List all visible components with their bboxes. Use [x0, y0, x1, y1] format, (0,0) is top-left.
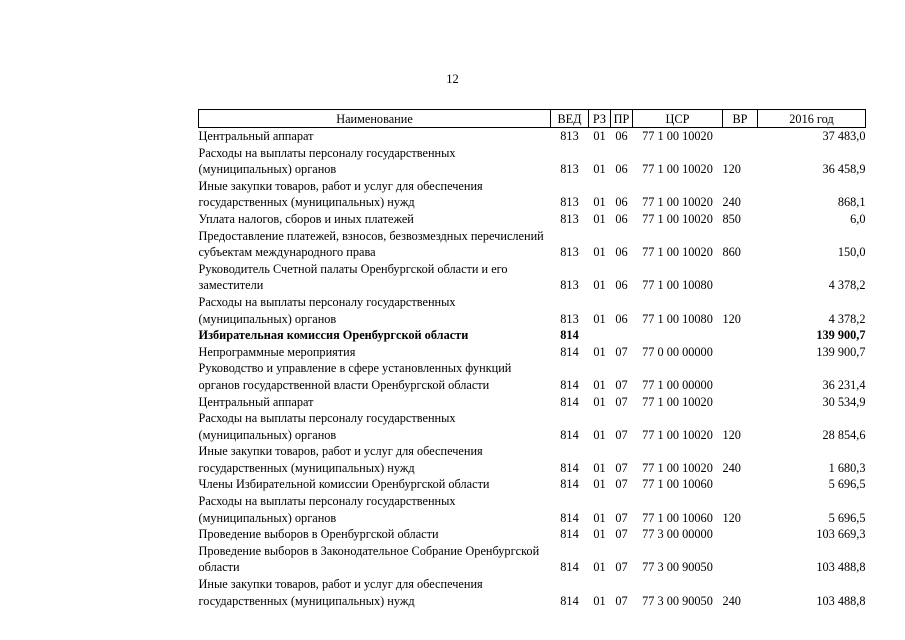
header-amount: 2016 год [758, 110, 866, 128]
table-cell-csr: 77 1 00 10020 [642, 427, 713, 442]
table-cell-amount: 5 696,5 [828, 477, 866, 492]
table-cell-csr: 77 1 00 10020 [642, 129, 713, 143]
table-cell-csr: 77 1 00 10020 [642, 211, 713, 226]
table-cell-vr: 120 [722, 510, 741, 525]
header-csr: ЦСР [633, 110, 723, 128]
table-cell-vr [723, 526, 758, 543]
table-cell-rz: 01 [593, 278, 606, 293]
table-header-row [199, 110, 866, 128]
table-cell-amount: 36 458,9 [822, 162, 866, 177]
table-cell-name: Члены Избирательной комиссии Оренбургской области [198, 477, 490, 492]
table-cell-csr: 77 0 00 00000 [642, 344, 713, 359]
table-cell-amount: 6,0 [850, 211, 866, 226]
table-cell-csr: 77 1 00 10020 [642, 394, 713, 409]
table-cell-ved: 813 [560, 211, 579, 226]
header-ved: ВЕД [551, 110, 589, 128]
table-cell-vr [723, 128, 758, 145]
table-cell-name: Проведение выборов в Оренбургской области [198, 527, 439, 542]
table-cell-amount: 150,0 [837, 245, 866, 260]
table-row [199, 394, 866, 411]
table-cell-rz: 01 [593, 211, 606, 226]
table-cell-name: Расходы на выплаты персоналу государственных (муниципальных) органов [198, 294, 456, 326]
table-cell-name: Расходы на выплаты персоналу государственных (муниципальных) органов [198, 145, 456, 177]
table-cell-name: Центральный аппарат [198, 129, 314, 143]
table-cell-vr [723, 543, 758, 576]
table-cell-name: Непрограммные мероприятия [198, 344, 356, 359]
table-cell-ved: 814 [560, 593, 579, 608]
table-row [199, 476, 866, 493]
table-cell-ved: 813 [560, 195, 579, 210]
table-cell-name: Иные закупки товаров, работ и услуг для обеспечения государственных (муниципальных) нужд [198, 444, 483, 475]
table-cell-vr [723, 261, 758, 294]
table-cell-csr: 77 3 00 90050 [642, 560, 713, 575]
table-cell-vr [723, 476, 758, 493]
header-name: Наименование [199, 110, 551, 128]
table-cell-ved: 814 [560, 510, 579, 525]
table-cell-name: Проведение выборов в Законодательное Собрание Оренбургской области [198, 543, 540, 575]
table-row [199, 576, 866, 609]
table-cell-csr: 77 1 00 10080 [642, 278, 713, 293]
table-cell-csr: 77 3 00 00000 [642, 527, 713, 542]
table-cell-csr: 77 1 00 10020 [642, 162, 713, 177]
table-cell-ved: 814 [560, 460, 579, 475]
table-cell-rz: 01 [593, 527, 606, 542]
table-cell-vr: 120 [722, 311, 741, 326]
table-cell-name: Руководство и управление в сфере установленных функций органов государственной власти Оренбургской области [198, 361, 512, 392]
table-cell-name: Предоставление платежей, взносов, безвозмездных перечислений субъектам международного права [198, 228, 544, 260]
table-cell-amount: 30 534,9 [822, 394, 866, 409]
table-cell-pr: 07 [615, 394, 628, 409]
table-cell-pr: 07 [615, 527, 628, 542]
budget-table [198, 109, 866, 609]
table-cell-vr: 850 [722, 211, 741, 226]
table-cell-pr: 06 [615, 129, 628, 143]
table-cell-ved: 814 [560, 344, 579, 359]
table-cell-ved: 813 [560, 129, 579, 143]
table-cell-name: Уплата налогов, сборов и иных платежей [198, 211, 414, 226]
table-cell-amount: 4 378,2 [828, 311, 866, 326]
table-row [199, 294, 866, 327]
table-cell-csr: 77 1 00 10020 [642, 245, 713, 260]
table-cell-ved: 813 [560, 245, 579, 260]
table-cell-pr: 07 [615, 560, 628, 575]
table-cell-amount: 36 231,4 [822, 377, 866, 392]
table-cell-rz: 01 [593, 394, 606, 409]
table-cell-name: Иные закупки товаров, работ и услуг для обеспечения государственных (муниципальных) нужд [198, 577, 483, 608]
table-cell-rz: 01 [593, 344, 606, 359]
table-cell-pr: 07 [615, 593, 628, 608]
table-row [199, 443, 866, 476]
table-cell-pr [611, 327, 633, 344]
table-cell-ved: 813 [560, 311, 579, 326]
table-cell-vr [723, 344, 758, 361]
table-cell-pr: 07 [615, 460, 628, 475]
table-cell-ved: 813 [560, 162, 579, 177]
table-cell-ved: 813 [560, 278, 579, 293]
table-cell-pr: 06 [615, 245, 628, 260]
table-cell-amount: 139 900,7 [816, 344, 866, 359]
table-cell-rz: 01 [593, 129, 606, 143]
page-number: 12 [446, 72, 459, 86]
table-cell-csr: 77 1 00 10080 [642, 311, 713, 326]
table-cell-rz: 01 [593, 162, 606, 177]
table-cell-rz: 01 [593, 311, 606, 326]
table-cell-vr: 240 [722, 460, 741, 475]
table-cell-name: Руководитель Счетной палаты Оренбургской области и его заместители [198, 261, 508, 293]
table-cell-ved: 814 [560, 427, 579, 442]
table-row [199, 178, 866, 211]
table-cell-amount: 37 483,0 [822, 129, 866, 143]
table-cell-pr: 07 [615, 510, 628, 525]
table-cell-name: Расходы на выплаты персоналу государственных (муниципальных) органов [198, 411, 456, 442]
table-cell-rz: 01 [593, 477, 606, 492]
table-cell-ved: 814 [560, 377, 579, 392]
table-cell-ved: 814 [560, 477, 579, 492]
table-row [199, 327, 866, 344]
table-cell-csr [633, 327, 723, 344]
table-row [199, 493, 866, 526]
table-cell-rz: 01 [593, 460, 606, 475]
table-cell-pr: 07 [615, 344, 628, 359]
table-cell-rz: 01 [593, 510, 606, 525]
table-cell-vr [723, 327, 758, 344]
table-cell-ved: 814 [560, 527, 579, 542]
table-row [199, 145, 866, 178]
table-cell-csr: 77 1 00 10060 [642, 510, 713, 525]
table-cell-rz: 01 [593, 560, 606, 575]
table-cell-csr: 77 1 00 10060 [642, 477, 713, 492]
table-cell-pr: 06 [615, 311, 628, 326]
table-cell-amount: 103 669,3 [816, 527, 866, 542]
header-vr: ВР [723, 110, 758, 128]
table-cell-pr: 06 [615, 278, 628, 293]
table-cell-name: Избирательная комиссия Оренбургской области [198, 328, 469, 343]
table-cell-name: Расходы на выплаты персоналу государственных (муниципальных) органов [198, 494, 456, 525]
table-cell-rz: 01 [593, 377, 606, 392]
table-cell-name: Центральный аппарат [198, 394, 314, 409]
table-cell-pr: 07 [615, 377, 628, 392]
table-cell-vr: 120 [722, 427, 741, 442]
table-cell-vr [723, 394, 758, 411]
table-cell-pr: 07 [615, 477, 628, 492]
table-cell-ved: 814 [560, 394, 579, 409]
table-row [199, 228, 866, 261]
table-cell-rz: 01 [593, 593, 606, 608]
table-row [199, 344, 866, 361]
table-row [199, 360, 866, 393]
table-cell-amount: 139 900,7 [816, 328, 866, 343]
table-row [199, 543, 866, 576]
table-row [199, 526, 866, 543]
table-row [199, 128, 866, 145]
table-cell-vr: 240 [722, 195, 741, 210]
table-cell-vr: 120 [722, 162, 741, 177]
table-cell-csr: 77 1 00 00000 [642, 377, 713, 392]
table-cell-amount: 5 696,5 [828, 510, 866, 525]
table-cell-rz: 01 [593, 195, 606, 210]
header-rz: РЗ [589, 110, 611, 128]
table-cell-name: Иные закупки товаров, работ и услуг для обеспечения государственных (муниципальных) нужд [198, 178, 483, 210]
table-cell-amount: 28 854,6 [822, 427, 866, 442]
table-cell-amount: 4 378,2 [828, 278, 866, 293]
table-cell-pr: 06 [615, 195, 628, 210]
table-cell-amount: 1 680,3 [828, 460, 866, 475]
table-cell-pr: 06 [615, 162, 628, 177]
table-cell-rz: 01 [593, 245, 606, 260]
table-cell-vr [723, 360, 758, 393]
table-cell-csr: 77 1 00 10020 [642, 195, 713, 210]
table-cell-amount: 868,1 [837, 195, 866, 210]
header-pr: ПР [611, 110, 633, 128]
table-cell-vr: 860 [722, 245, 741, 260]
table-cell-rz [589, 327, 611, 344]
table-row [199, 211, 866, 228]
table-cell-ved: 814 [560, 328, 579, 343]
table-cell-rz: 01 [593, 427, 606, 442]
table-cell-amount: 103 488,8 [816, 560, 866, 575]
table-cell-vr: 240 [722, 593, 741, 608]
table-cell-pr: 06 [615, 211, 628, 226]
table-cell-pr: 07 [615, 427, 628, 442]
table-cell-ved: 814 [560, 560, 579, 575]
table-cell-amount: 103 488,8 [816, 593, 866, 608]
table-cell-csr: 77 1 00 10020 [642, 460, 713, 475]
table-row [199, 410, 866, 443]
table-row [199, 261, 866, 294]
table-cell-csr: 77 3 00 90050 [642, 593, 713, 608]
